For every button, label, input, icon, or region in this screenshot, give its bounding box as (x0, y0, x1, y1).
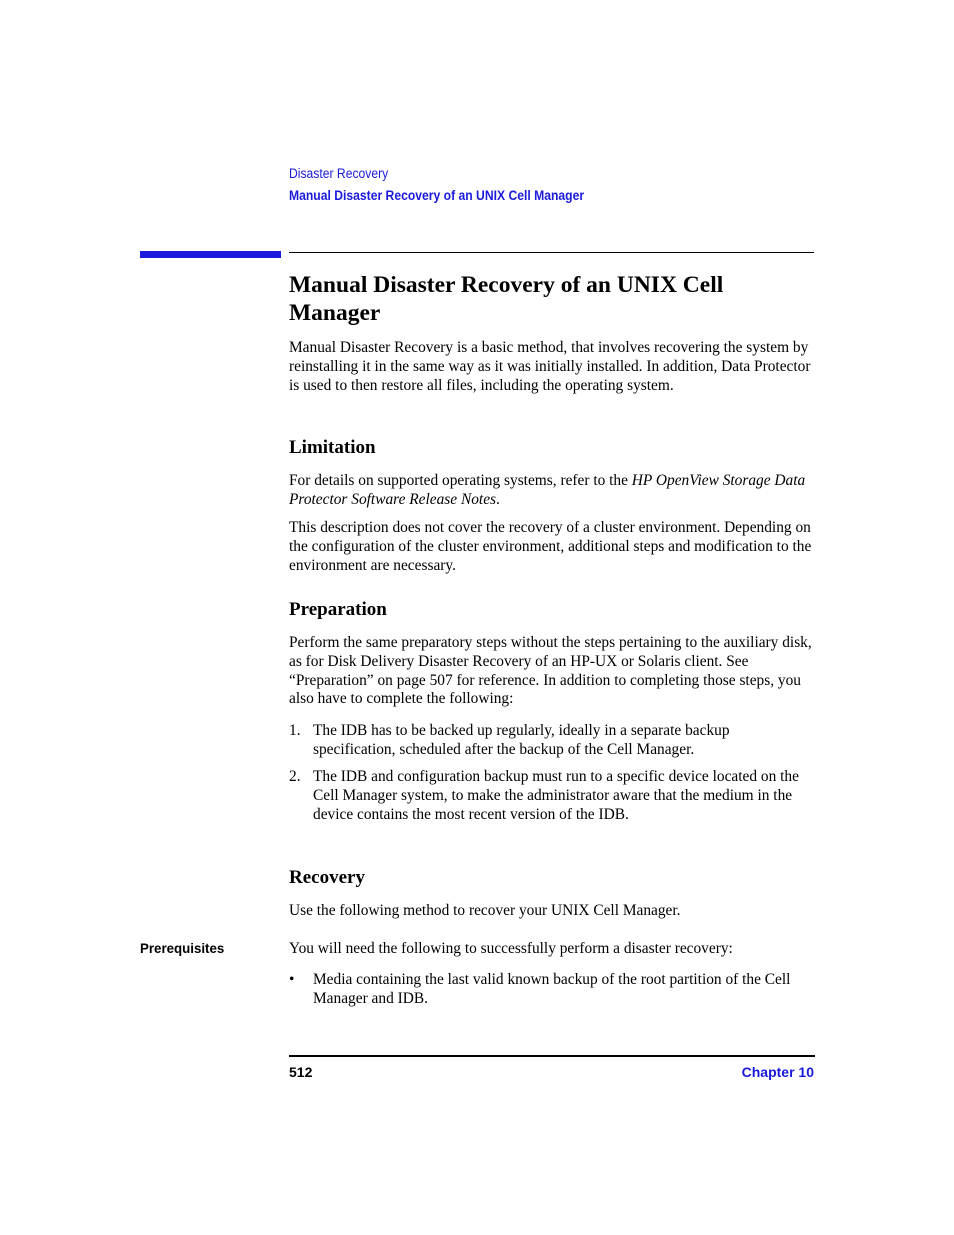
running-head-chapter: Disaster Recovery (289, 166, 389, 181)
prerequisites-paragraph: You will need the following to successfully perform a disaster recovery: (289, 940, 733, 957)
prerequisites-label: Prerequisites (140, 940, 225, 956)
recovery-paragraph: Use the following method to recover your UNIX Cell Manager. (289, 902, 681, 919)
limitation-paragraph-2: This description does not cover the recovery of a cluster environment. Depending on the configuration of the cluster environment, additional steps and modification to the environment are necessary. (289, 519, 812, 574)
preparation-heading: Preparation (289, 599, 387, 620)
limitation-p1-text: For details on supported operating systems, refer to the (289, 472, 632, 489)
page-title-line-1: Manual Disaster Recovery of an UNIX Cell (289, 272, 724, 298)
page-title (289, 271, 814, 327)
footer-rule (289, 1055, 815, 1057)
footer-chapter-label: Chapter 10 (741, 1064, 814, 1080)
bullet-item-text: Media containing the last valid known backup of the root partition of the Cell Manager and IDB. (313, 971, 791, 1007)
preparation-paragraph: Perform the same preparatory steps without the steps pertaining to the auxiliary disk, as for Disk Delivery Disaster Recovery of an HP-UX or Solaris client. See “Preparation” on page 507 for reference. In addition to completing those steps, you also have to complete the following: (289, 634, 812, 708)
list-item (289, 768, 814, 824)
list-item (289, 722, 814, 760)
running-head-section: Manual Disaster Recovery of an UNIX Cell Manager (289, 188, 585, 203)
list-item-text: The IDB and configuration backup must run to a specific device located on the Cell Manager system, to make the administrator aware that the medium in the device contains the most recent version of the IDB. (313, 768, 799, 823)
list-item-text: The IDB has to be backed up regularly, ideally in a separate backup specification, scheduled after the backup of the Cell Manager. (313, 722, 730, 758)
release-notes-reference: HP OpenView Storage Data Protector Software Release Notes (289, 472, 806, 508)
title-rule (289, 252, 814, 253)
section-marker-bar (140, 251, 281, 258)
page-number: 512 (289, 1064, 313, 1080)
limitation-paragraph-1 (289, 472, 814, 510)
intro-paragraph: Manual Disaster Recovery is a basic method, that involves recovering the system by reinstalling it in the same way as it was initially installed. In addition, Data Protector is used to then restore all files, including the operating system. (289, 339, 811, 394)
bullet-item (289, 971, 814, 1009)
list-item-number: 2. (289, 768, 301, 785)
list-item-number: 1. (289, 722, 301, 739)
limitation-heading: Limitation (289, 437, 376, 458)
bullet-icon: • (289, 971, 295, 988)
page-title-line-2: Manager (289, 300, 381, 326)
recovery-heading: Recovery (289, 867, 365, 888)
limitation-p1-end: . (496, 490, 500, 508)
